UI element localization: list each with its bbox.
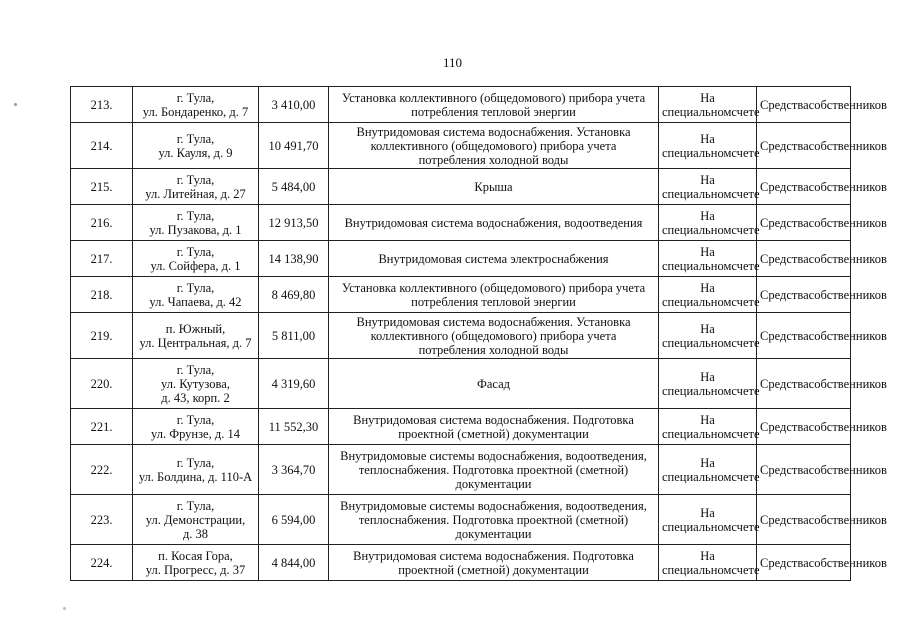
row-number-cell xyxy=(71,241,133,277)
page-number: 110 xyxy=(442,55,463,70)
address-cell xyxy=(133,241,259,277)
address-cell xyxy=(133,205,259,241)
work-type-line: Внутридомовая система водоснабжения. Подготовка xyxy=(353,412,634,427)
amount-value: 5 811,00 xyxy=(271,328,316,343)
work-type-line: потребления тепловой энергии xyxy=(411,104,576,119)
account-line: счете xyxy=(731,104,760,119)
funding-source-cell xyxy=(757,409,887,445)
account-cell xyxy=(659,313,760,359)
work-type-line: потребления тепловой энергии xyxy=(411,294,576,309)
funding-source-cell xyxy=(757,169,887,205)
work-type-line: потребления холодной воды xyxy=(418,342,569,357)
scan-speck xyxy=(14,103,17,106)
table-row xyxy=(71,313,851,359)
work-type-cell xyxy=(329,495,659,545)
table-row xyxy=(71,169,851,205)
amount-value: 12 913,50 xyxy=(268,215,319,230)
address-line: ул. Болдина, д. 110-А xyxy=(138,469,253,484)
account-line: На специальном xyxy=(662,412,732,441)
account-line: На специальном xyxy=(662,208,732,237)
amount-value: 10 491,70 xyxy=(268,138,319,153)
work-type-line: потребления холодной воды xyxy=(418,152,569,167)
funding-source-line: Средства xyxy=(760,97,809,112)
address-line: г. Тула, xyxy=(176,498,215,513)
account-cell xyxy=(659,359,760,409)
funding-source-line: Средства xyxy=(760,287,809,302)
address-cell xyxy=(133,169,259,205)
address-line: п. Южный, xyxy=(165,321,226,336)
work-type-cell xyxy=(329,169,659,205)
row-number-cell xyxy=(71,409,133,445)
row-number: 215. xyxy=(90,179,113,194)
account-cell xyxy=(659,123,760,169)
table-row xyxy=(71,123,851,169)
row-number-cell xyxy=(71,313,133,359)
row-number: 224. xyxy=(90,555,113,570)
funding-source-line: Средства xyxy=(760,328,809,343)
work-type-line: Внутридомовая система водоснабжения, водоотведения xyxy=(344,215,643,230)
account-line: На специальном xyxy=(662,369,732,398)
work-type-line: Внутридомовая система водоснабжения. Подготовка xyxy=(353,548,634,563)
work-type-line: Установка коллективного (общедомового) прибора учета xyxy=(341,280,646,295)
address-cell xyxy=(133,359,259,409)
amount-cell xyxy=(259,241,329,277)
address-cell xyxy=(133,545,259,581)
address-line: г. Тула, xyxy=(176,131,215,146)
work-type-line: Внутридомовые системы водоснабжения, водоотведения, xyxy=(340,448,647,463)
account-line: На специальном xyxy=(662,455,732,484)
funding-source-cell xyxy=(757,205,887,241)
amount-value: 6 594,00 xyxy=(271,512,316,527)
funding-source-line: Средства xyxy=(760,376,809,391)
amount-value: 4 319,60 xyxy=(271,376,316,391)
funding-source-cell xyxy=(757,495,887,545)
account-cell xyxy=(659,205,760,241)
funding-source-line: собственников xyxy=(808,287,887,302)
work-type-line: Установка коллективного (общедомового) прибора учета xyxy=(341,90,646,105)
table-row xyxy=(71,87,851,123)
account-line: На специальном xyxy=(662,548,732,577)
funding-source-line: собственников xyxy=(808,462,887,477)
table-row xyxy=(71,445,851,495)
row-number-cell xyxy=(71,87,133,123)
account-cell xyxy=(659,545,760,581)
row-number-cell xyxy=(71,495,133,545)
funding-source-cell xyxy=(757,277,887,313)
address-line: г. Тула, xyxy=(176,172,215,187)
row-number-cell xyxy=(71,359,133,409)
row-number: 213. xyxy=(90,97,113,112)
address-line: ул. Кауля, д. 9 xyxy=(158,145,233,160)
account-cell xyxy=(659,241,760,277)
work-type-line: документации xyxy=(455,526,532,541)
address-line: ул. Кутузова, xyxy=(161,376,230,391)
row-number: 214. xyxy=(90,138,113,153)
address-cell xyxy=(133,313,259,359)
funding-source-line: собственников xyxy=(808,328,887,343)
row-number-cell xyxy=(71,169,133,205)
account-line: На специальном xyxy=(662,321,732,350)
work-type-line: проектной (сметной) документации xyxy=(398,426,589,441)
amount-cell xyxy=(259,313,329,359)
address-line: г. Тула, xyxy=(176,455,215,470)
row-number-cell xyxy=(71,545,133,581)
funding-source-cell xyxy=(757,241,887,277)
account-line: счете xyxy=(731,562,760,577)
account-cell xyxy=(659,87,760,123)
account-line: счете xyxy=(731,519,760,534)
table-row xyxy=(71,205,851,241)
row-number-cell xyxy=(71,277,133,313)
scan-speck xyxy=(63,607,66,610)
account-line: счете xyxy=(731,222,760,237)
address-line: ул. Сойфера, д. 1 xyxy=(150,258,241,273)
amount-cell xyxy=(259,445,329,495)
address-cell xyxy=(133,495,259,545)
funding-source-line: собственников xyxy=(808,215,887,230)
account-line: счете xyxy=(731,294,760,309)
work-type-line: Крыша xyxy=(474,179,513,194)
work-type-cell xyxy=(329,123,659,169)
amount-cell xyxy=(259,205,329,241)
funding-source-line: Средства xyxy=(760,251,809,266)
work-type-line: коллективного (общедомового) прибора учета xyxy=(370,328,617,343)
funding-source-line: Средства xyxy=(760,215,809,230)
funding-source-line: собственников xyxy=(808,512,887,527)
address-cell xyxy=(133,123,259,169)
account-cell xyxy=(659,445,760,495)
address-cell xyxy=(133,409,259,445)
funding-source-line: Средства xyxy=(760,138,809,153)
amount-value: 3 410,00 xyxy=(271,97,316,112)
row-number: 223. xyxy=(90,512,113,527)
work-type-line: проектной (сметной) документации xyxy=(398,562,589,577)
address-line: ул. Чапаева, д. 42 xyxy=(149,294,242,309)
table-row xyxy=(71,241,851,277)
row-number-cell xyxy=(71,445,133,495)
account-line: На специальном xyxy=(662,244,732,273)
work-type-cell xyxy=(329,409,659,445)
amount-cell xyxy=(259,123,329,169)
table-row xyxy=(71,277,851,313)
row-number: 218. xyxy=(90,287,113,302)
address-line: ул. Пузакова, д. 1 xyxy=(149,222,242,237)
amount-cell xyxy=(259,359,329,409)
account-line: На специальном xyxy=(662,90,732,119)
funding-source-line: Средства xyxy=(760,555,809,570)
funding-source-line: собственников xyxy=(808,419,887,434)
amount-value: 3 364,70 xyxy=(271,462,316,477)
account-line: счете xyxy=(731,426,760,441)
work-type-line: Внутридомовая система водоснабжения. Установка xyxy=(356,124,631,139)
work-type-line: Фасад xyxy=(476,376,511,391)
work-type-cell xyxy=(329,241,659,277)
account-cell xyxy=(659,409,760,445)
address-line: ул. Центральная, д. 7 xyxy=(139,335,252,350)
amount-value: 5 484,00 xyxy=(271,179,316,194)
funding-source-cell xyxy=(757,445,887,495)
account-line: На специальном xyxy=(662,172,732,201)
table-row xyxy=(71,359,851,409)
funding-source-line: собственников xyxy=(808,376,887,391)
work-type-line: теплоснабжения. Подготовка проектной (сметной) xyxy=(358,512,629,527)
address-line: д. 43, корп. 2 xyxy=(161,390,230,405)
account-cell xyxy=(659,495,760,545)
account-line: На специальном xyxy=(662,505,732,534)
table-row xyxy=(71,409,851,445)
address-line: г. Тула, xyxy=(176,208,215,223)
funding-source-line: Средства xyxy=(760,179,809,194)
address-line: ул. Демонстрации, xyxy=(145,512,246,527)
work-type-cell xyxy=(329,445,659,495)
funding-source-cell xyxy=(757,359,887,409)
address-line: г. Тула, xyxy=(176,280,215,295)
address-cell xyxy=(133,445,259,495)
work-type-cell xyxy=(329,277,659,313)
work-type-cell xyxy=(329,359,659,409)
amount-cell xyxy=(259,495,329,545)
address-line: г. Тула, xyxy=(176,362,215,377)
work-type-cell xyxy=(329,87,659,123)
address-line: г. Тула, xyxy=(176,412,215,427)
account-line: счете xyxy=(731,469,760,484)
address-line: ул. Фрунзе, д. 14 xyxy=(151,426,240,441)
funding-source-line: собственников xyxy=(808,179,887,194)
account-line: счете xyxy=(731,258,760,273)
work-type-cell xyxy=(329,313,659,359)
amount-cell xyxy=(259,545,329,581)
row-number: 216. xyxy=(90,215,113,230)
registry-table xyxy=(70,86,887,581)
amount-value: 14 138,90 xyxy=(268,251,319,266)
account-cell xyxy=(659,169,760,205)
row-number: 221. xyxy=(90,419,113,434)
amount-value: 4 844,00 xyxy=(271,555,316,570)
amount-cell xyxy=(259,87,329,123)
row-number-cell xyxy=(71,205,133,241)
work-type-line: теплоснабжения. Подготовка проектной (сметной) xyxy=(358,462,629,477)
amount-value: 8 469,80 xyxy=(271,287,316,302)
funding-source-line: Средства xyxy=(760,462,809,477)
work-type-cell xyxy=(329,545,659,581)
registry-table-body xyxy=(71,87,887,581)
work-type-line: Внутридомовая система электроснабжения xyxy=(378,251,609,266)
row-number: 222. xyxy=(90,462,113,477)
account-line: счете xyxy=(731,186,760,201)
funding-source-cell xyxy=(757,313,887,359)
account-line: счете xyxy=(731,145,760,160)
row-number: 217. xyxy=(90,251,113,266)
funding-source-line: собственников xyxy=(808,251,887,266)
address-cell xyxy=(133,87,259,123)
amount-value: 11 552,30 xyxy=(268,419,319,434)
funding-source-line: собственников xyxy=(808,138,887,153)
account-line: На специальном xyxy=(662,131,732,160)
funding-source-cell xyxy=(757,545,887,581)
work-type-line: Внутридомовая система водоснабжения. Установка xyxy=(356,314,631,329)
account-line: счете xyxy=(731,335,760,350)
address-line: г. Тула, xyxy=(176,90,215,105)
address-line: ул. Литейная, д. 27 xyxy=(145,186,246,201)
table-row xyxy=(71,495,851,545)
work-type-line: Внутридомовые системы водоснабжения, водоотведения, xyxy=(340,498,647,513)
address-line: г. Тула, xyxy=(176,244,215,259)
amount-cell xyxy=(259,277,329,313)
address-line: п. Косая Гора, xyxy=(158,548,233,563)
amount-cell xyxy=(259,409,329,445)
funding-source-cell xyxy=(757,87,887,123)
address-line: ул. Бондаренко, д. 7 xyxy=(142,104,249,119)
row-number-cell xyxy=(71,123,133,169)
row-number: 220. xyxy=(90,376,113,391)
work-type-cell xyxy=(329,205,659,241)
address-line: д. 38 xyxy=(182,526,209,541)
row-number: 219. xyxy=(90,328,113,343)
account-cell xyxy=(659,277,760,313)
funding-source-cell xyxy=(757,123,887,169)
funding-source-line: Средства xyxy=(760,512,809,527)
work-type-line: документации xyxy=(455,476,532,491)
address-cell xyxy=(133,277,259,313)
funding-source-line: собственников xyxy=(808,97,887,112)
work-type-line: коллективного (общедомового) прибора учета xyxy=(370,138,617,153)
table-row xyxy=(71,545,851,581)
amount-cell xyxy=(259,169,329,205)
account-line: На специальном xyxy=(662,280,732,309)
account-line: счете xyxy=(731,383,760,398)
funding-source-line: Средства xyxy=(760,419,809,434)
funding-source-line: собственников xyxy=(808,555,887,570)
address-line: ул. Прогресс, д. 37 xyxy=(145,562,246,577)
